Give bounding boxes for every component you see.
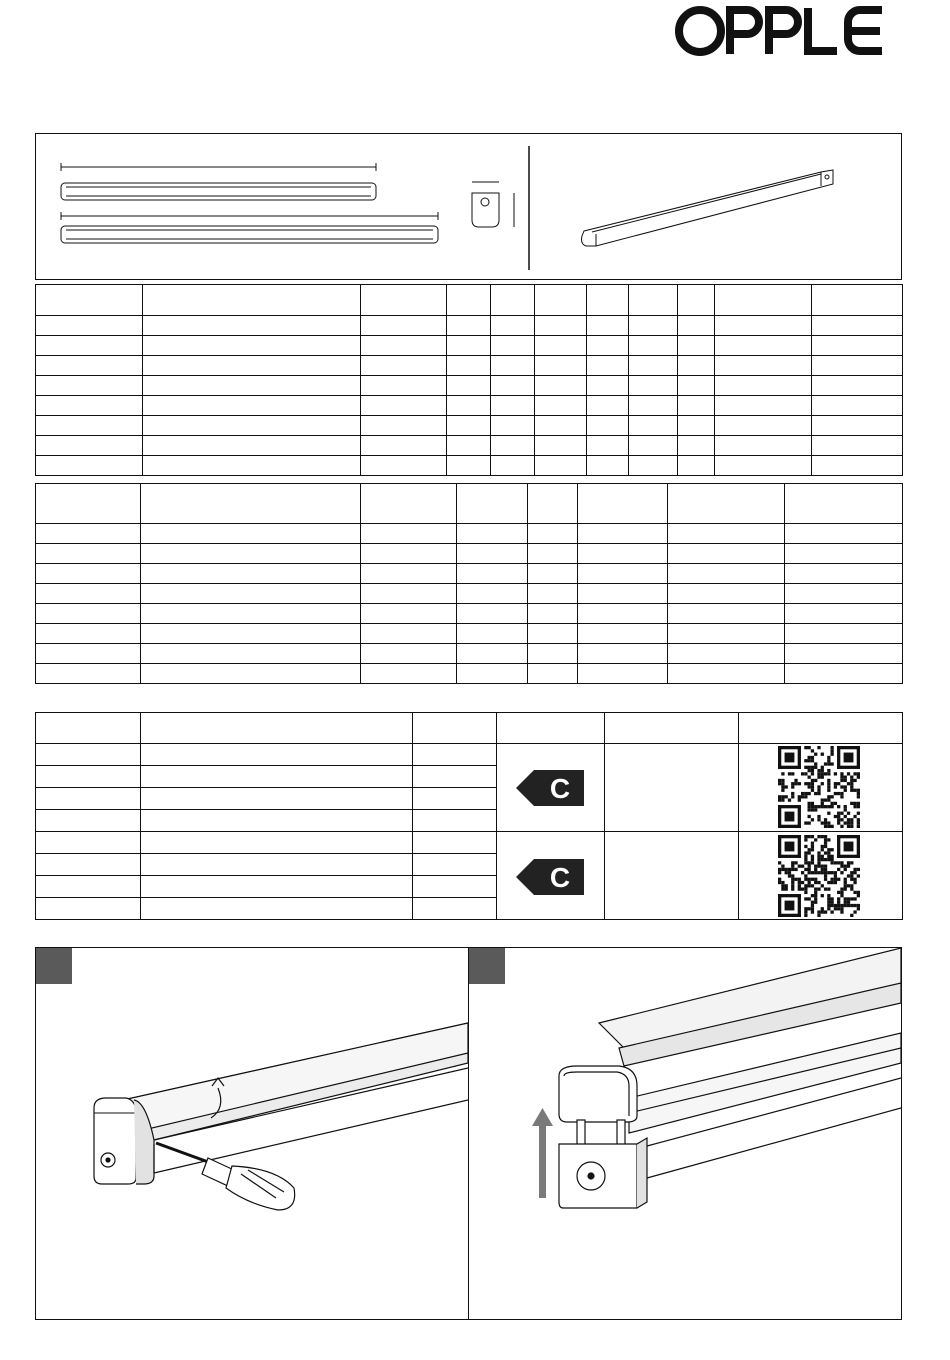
energy-class-arrow — [516, 857, 586, 897]
spec-table-1 — [35, 284, 903, 476]
installation-step-1-panel — [35, 947, 469, 1320]
table-row — [36, 564, 903, 584]
table-row — [36, 524, 903, 544]
table-row — [36, 644, 903, 664]
table-row — [36, 436, 903, 456]
energy-class-arrow — [516, 768, 586, 808]
table-row — [36, 744, 903, 766]
table-row — [36, 316, 903, 336]
table-row — [36, 713, 903, 744]
table-row — [36, 584, 903, 604]
qr-code[interactable] — [778, 835, 860, 917]
table-row — [36, 832, 903, 854]
table-row — [36, 376, 903, 396]
table-row — [36, 416, 903, 436]
table-row — [36, 336, 903, 356]
table-row — [36, 544, 903, 564]
step-2-illustration — [469, 948, 901, 1319]
energy-label-table — [35, 712, 903, 920]
table-row — [36, 356, 903, 376]
step-1-illustration — [36, 948, 468, 1319]
installation-step-2-panel — [468, 947, 902, 1320]
table-row — [36, 604, 903, 624]
step-number-badge — [36, 948, 72, 984]
step-number-badge — [469, 948, 505, 984]
luminaire-drawings — [36, 134, 900, 278]
table-row — [36, 664, 903, 684]
spec-table-2 — [35, 483, 903, 684]
energy-class-letter: C — [549, 773, 571, 804]
dimension-drawing-panel — [35, 133, 902, 280]
table-row — [36, 285, 903, 316]
table-row — [36, 624, 903, 644]
table-row — [36, 484, 903, 524]
opple-logo — [674, 4, 896, 58]
table-row — [36, 456, 903, 476]
table-row — [36, 396, 903, 416]
qr-code[interactable] — [778, 746, 860, 828]
energy-class-letter: C — [549, 862, 571, 893]
